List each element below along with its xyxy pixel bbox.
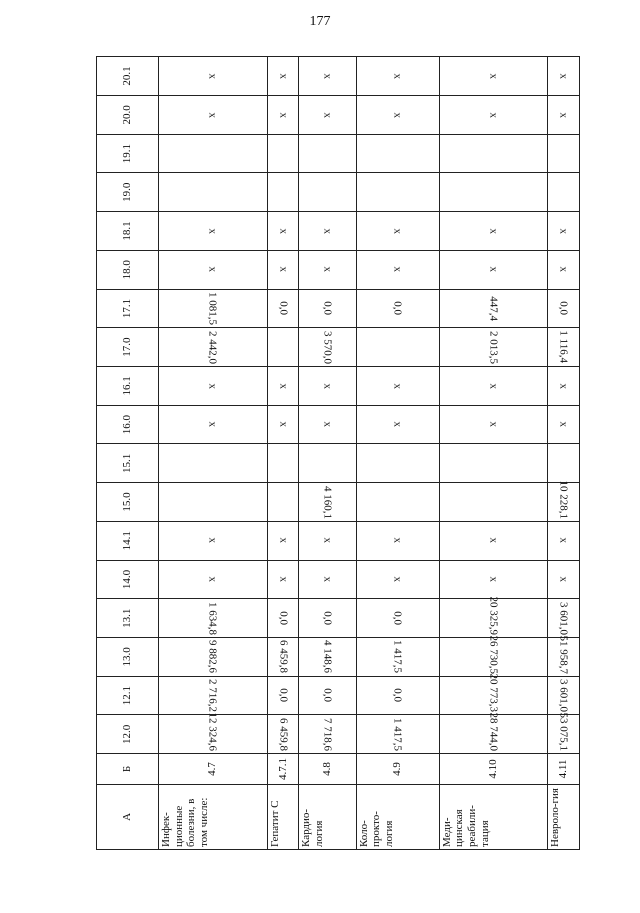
value-cell [548,173,580,212]
value-cell [267,212,299,251]
header-row [97,57,159,850]
row-code: 4.10 [439,754,548,785]
cell-value: x [487,112,500,118]
table-row [356,57,439,850]
col-head: 15.0 [97,483,159,522]
value-cell [159,289,268,328]
value-cell [267,57,299,96]
cell-value: x [557,538,570,544]
cell-value: x [321,112,334,118]
value-cell [299,444,356,483]
value-cell [267,715,299,754]
page-number: 177 [309,14,331,29]
value-cell [548,57,580,96]
cell-value: x [207,538,220,544]
cell-value: 1 634,8 [207,601,220,635]
col-head: 13.1 [97,599,159,638]
cell-value: 0,0 [277,301,290,316]
cell-value: x [277,383,290,389]
value-cell [439,483,548,522]
value-cell [356,367,439,406]
cell-value: 9 882,6 [207,640,220,674]
table-row [439,57,548,850]
value-cell [267,560,299,599]
cell-value: x [391,421,404,428]
table-row [267,57,299,850]
value-cell [548,560,580,599]
col-head: 19.0 [97,173,159,212]
row-code: 4.7 [159,754,268,785]
cell-value: 0,0 [391,611,404,626]
cell-value: 0,0 [321,611,334,626]
cell-value: x [487,576,500,583]
cell-value: 51 958,7 [557,635,570,674]
value-cell [299,95,356,134]
col-head: 12.1 [97,676,159,715]
value-cell [299,212,356,251]
value-cell [356,405,439,444]
cell-value: 447,4 [487,296,500,321]
value-cell [439,95,548,134]
cell-value: 0,0 [391,688,404,703]
cell-value: 1 081,5 [207,291,220,325]
cell-value: 28 744,0 [487,712,500,752]
value-cell [267,599,299,638]
cell-value: x [391,112,404,118]
row-name: Невроло-гия [548,784,580,849]
value-cell [548,635,580,677]
value-cell [548,521,580,560]
value-cell [548,95,580,134]
value-cell [356,638,439,677]
value-cell [356,328,439,367]
value-cell [356,57,439,96]
value-cell [439,635,548,677]
value-cell [159,57,268,96]
value-cell [159,676,268,715]
row-code: 4.7.1 [267,754,299,785]
col-head: 20.0 [97,95,159,134]
cell-value: x [277,112,290,118]
col-head: 15.1 [97,444,159,483]
value-cell [267,638,299,677]
col-head: 18.1 [97,212,159,251]
cell-value: x [321,383,334,389]
value-cell [439,173,548,212]
col-head: 17.0 [97,328,159,367]
value-cell [548,405,580,444]
cell-value: x [391,228,404,234]
value-cell [548,212,580,251]
cell-value: 3 601,0 [557,679,570,713]
row-name: Меди-цинская реабили-тация [439,784,548,849]
value-cell [548,250,580,289]
cell-value: x [487,421,500,428]
row-code: 4.11 [548,754,580,785]
cell-value: x [277,266,290,273]
value-cell [439,444,548,483]
cell-value: 0,0 [321,301,334,316]
cell-value: 1 116,4 [557,330,570,364]
value-cell [356,212,439,251]
value-cell [548,480,580,522]
header-col-a: А [97,784,159,849]
value-cell [356,134,439,173]
cell-value: x [557,421,570,428]
cell-value: 2 442,0 [207,330,220,364]
cell-value: 20 773,3 [487,673,500,713]
cell-value: x [277,228,290,234]
cell-value: x [321,228,334,234]
value-cell [267,483,299,522]
value-cell [159,560,268,599]
value-cell [299,134,356,173]
value-cell [439,712,548,754]
col-head: 18.0 [97,250,159,289]
row-code: 4.8 [299,754,356,785]
value-cell [548,367,580,406]
cell-value: x [391,73,404,79]
cell-value: x [321,266,334,273]
cell-value: x [207,576,220,583]
value-cell [299,173,356,212]
value-cell [267,250,299,289]
row-code: 4.9 [356,754,439,785]
table-row [548,57,580,850]
value-cell [267,367,299,406]
cell-value: 53 075,1 [557,712,570,752]
cell-value: 10 228,1 [557,480,570,519]
data-table [96,56,580,850]
cell-value: x [487,538,500,544]
col-head: 14.1 [97,521,159,560]
cell-value: 1 417,5 [391,717,404,751]
col-head: 20.1 [97,57,159,96]
row-name: Гепатит С [267,784,299,849]
cell-value: x [557,576,570,583]
value-cell [159,134,268,173]
value-cell [439,212,548,251]
value-cell [439,328,548,367]
cell-value: x [557,73,570,79]
value-cell [356,599,439,638]
data-table-container [96,56,580,850]
cell-value: 6 459,8 [277,640,290,674]
row-name: Инфек-ционные болезни, в том числе: [159,784,268,849]
value-cell [159,483,268,522]
value-cell [439,596,548,638]
cell-value: x [321,538,334,544]
cell-value: 0,0 [277,611,290,626]
header-col-b: Б [97,754,159,785]
cell-value: x [207,266,220,273]
cell-value: 20 325,9 [487,596,500,636]
value-cell [299,483,356,522]
cell-value: x [321,421,334,428]
cell-value: x [207,228,220,234]
value-cell [159,328,268,367]
cell-value: x [207,112,220,118]
value-cell [159,250,268,289]
cell-value: x [487,73,500,79]
value-cell [356,95,439,134]
value-cell [356,715,439,754]
value-cell [356,560,439,599]
table-row [159,57,268,850]
value-cell [356,173,439,212]
value-cell [548,134,580,173]
value-cell [159,712,268,754]
value-cell [159,521,268,560]
col-head: 12.0 [97,715,159,754]
value-cell [159,367,268,406]
cell-value: x [277,538,290,544]
value-cell [299,599,356,638]
cell-value: x [277,421,290,428]
table-row [299,57,356,850]
value-cell [299,367,356,406]
row-name: Кардио-логия [299,784,356,849]
cell-value: 0,0 [321,688,334,703]
value-cell [299,715,356,754]
cell-value: x [487,266,500,273]
cell-value: x [391,576,404,583]
cell-value: x [557,228,570,234]
value-cell [548,328,580,367]
value-cell [267,95,299,134]
cell-value: x [321,73,334,79]
value-cell [439,367,548,406]
value-cell [548,599,580,638]
value-cell [548,712,580,754]
value-cell [299,57,356,96]
value-cell [548,444,580,483]
value-cell [299,560,356,599]
cell-value: 3 570,0 [321,330,334,364]
cell-value: x [487,228,500,234]
value-cell [439,521,548,560]
value-cell [159,638,268,677]
value-cell [267,134,299,173]
cell-value: 4 148,6 [321,640,334,674]
cell-value: x [207,383,220,389]
value-cell [299,250,356,289]
value-cell [439,57,548,96]
cell-value: 12 324,6 [207,712,220,752]
value-cell [356,289,439,328]
cell-value: 0,0 [557,301,570,316]
col-head: 16.1 [97,367,159,406]
value-cell [439,560,548,599]
cell-value: 2 716,2 [207,679,220,713]
value-cell [356,250,439,289]
value-cell [439,134,548,173]
value-cell [267,173,299,212]
value-cell [267,444,299,483]
cell-value: 0,0 [391,301,404,316]
cell-value: 1 417,5 [391,640,404,674]
col-head: 19.1 [97,134,159,173]
cell-value: x [557,383,570,389]
col-head: 16.0 [97,405,159,444]
col-head: 13.0 [97,638,159,677]
value-cell [548,289,580,328]
cell-value: x [321,576,334,583]
value-cell [159,212,268,251]
cell-value: x [277,576,290,583]
value-cell [299,638,356,677]
cell-value: x [391,266,404,273]
cell-value: 26 730,5 [487,635,500,674]
col-head: 14.0 [97,560,159,599]
cell-value: x [277,73,290,79]
cell-value: x [487,383,500,389]
value-cell [299,521,356,560]
value-cell [439,405,548,444]
cell-value: x [207,73,220,79]
value-cell [356,444,439,483]
value-cell [267,521,299,560]
value-cell [356,521,439,560]
row-name: Коло-прокто-логия [356,784,439,849]
value-cell [299,289,356,328]
value-cell [267,676,299,715]
value-cell [267,289,299,328]
cell-value: x [207,421,220,428]
cell-value: 4 160,1 [321,485,334,519]
cell-value: 0,0 [277,688,290,703]
value-cell [267,328,299,367]
rotated-table-frame [96,56,580,850]
value-cell [159,95,268,134]
value-cell [159,444,268,483]
value-cell [159,173,268,212]
value-cell [159,599,268,638]
value-cell [299,676,356,715]
value-cell [356,676,439,715]
cell-value: 3 601,0 [557,601,570,635]
cell-value: x [557,112,570,118]
value-cell [267,405,299,444]
value-cell [548,676,580,715]
cell-value: x [391,538,404,544]
cell-value: 6 459,8 [277,717,290,751]
value-cell [299,405,356,444]
value-cell [439,673,548,715]
value-cell [439,250,548,289]
cell-value: x [391,383,404,389]
value-cell [439,289,548,328]
col-head: 17.1 [97,289,159,328]
cell-value: 2 013,5 [487,330,500,364]
value-cell [159,405,268,444]
value-cell [299,328,356,367]
value-cell [356,483,439,522]
cell-value: x [557,266,570,273]
cell-value: 7 718,6 [321,717,334,751]
